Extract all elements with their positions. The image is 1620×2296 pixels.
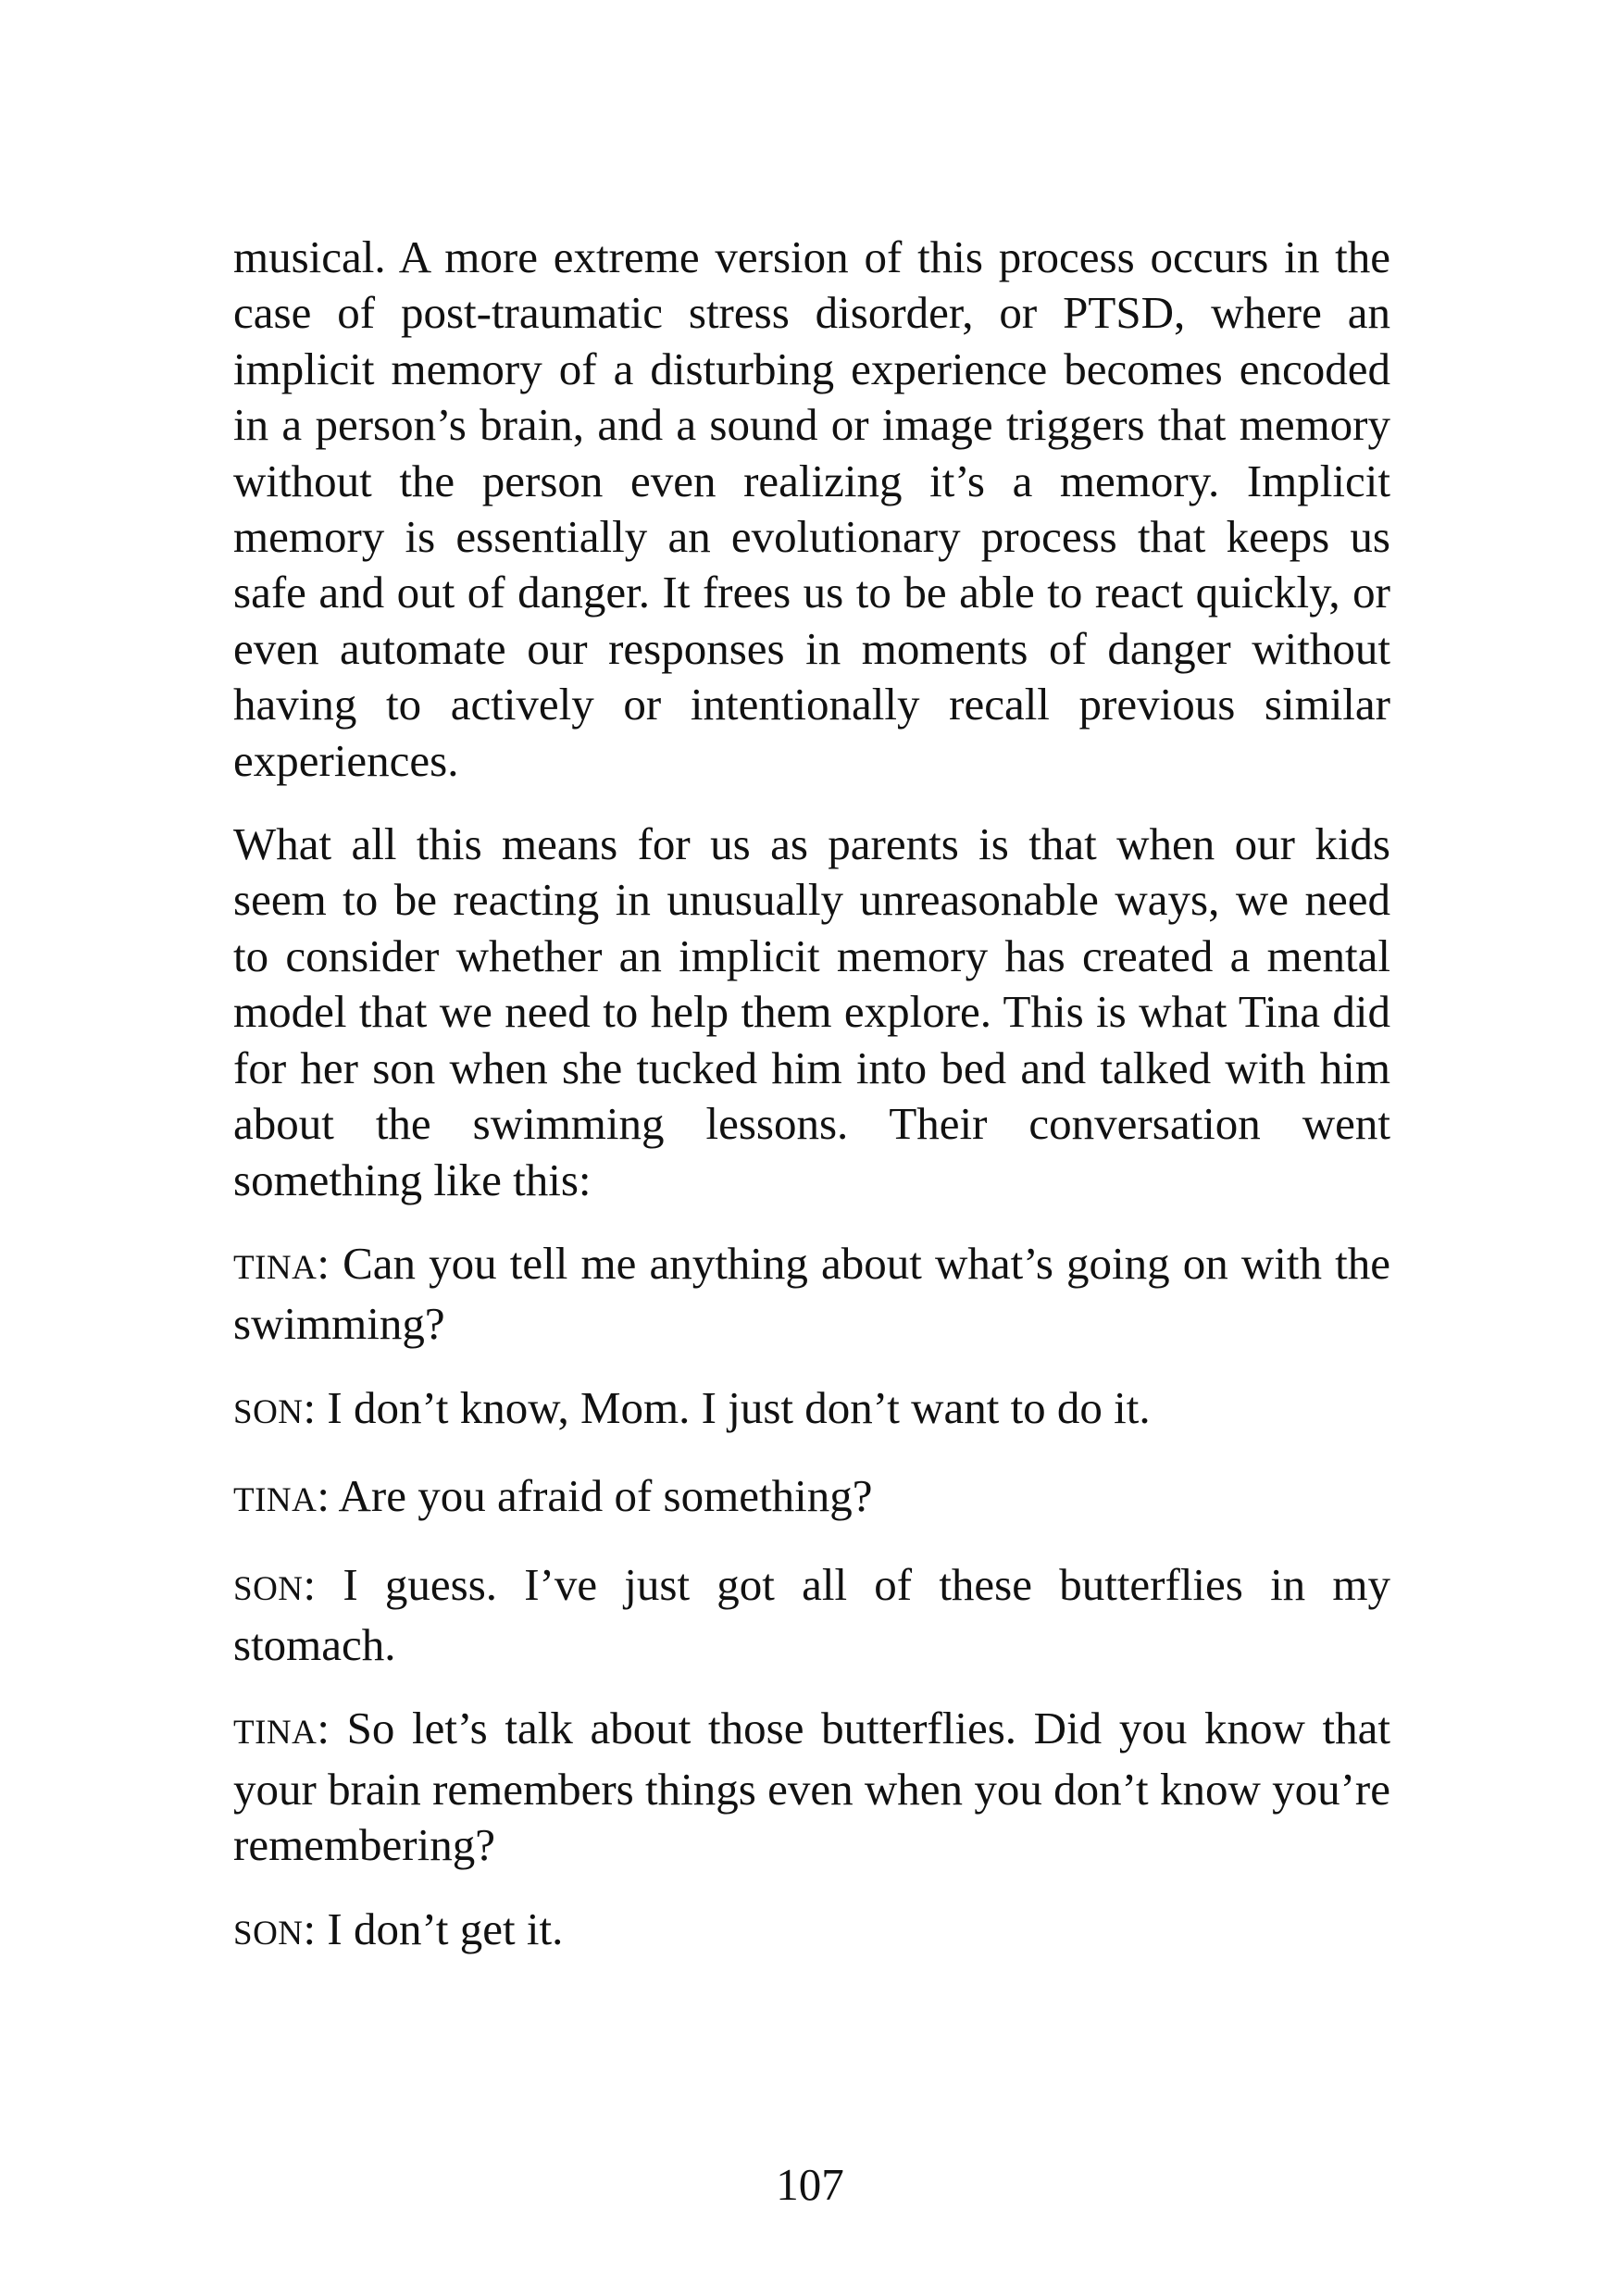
paragraph: What all this means for us as parents is that when our kids seem to be reacting in unusually unreasonable ways, we need to consider whether an implicit memory has created a mental model that we need to help them explore. This is what Tina did for her son when she tucked him into bed and talked with him about the swimming lessons. Their conversation went something like this: xyxy=(233,818,1390,1205)
speaker-name: TINA xyxy=(233,1714,318,1753)
speaker-name: TINA xyxy=(233,1481,318,1520)
dialogue-text: Are you afraid of something? xyxy=(338,1470,873,1522)
dialogue-line: TINA: Are you afraid of something? xyxy=(233,1470,873,1522)
speaker-name: SON xyxy=(233,1569,304,1608)
speaker-name: SON xyxy=(233,1392,304,1431)
speaker-name: SON xyxy=(233,1914,304,1953)
dialogue-text: Can you tell me anything about what’s going on with the swimming? xyxy=(233,1237,1390,1350)
dialogue-text: I don’t get it. xyxy=(327,1903,564,1954)
paragraph: musical. A more extreme version of this process occurs in the case of post-traumatic stress disorder, or PTSD, where an implicit memory of a disturbing experience becomes encoded in a person’s brain, and a sound or image triggers that memory without the person even realizing it’s a memory. Implicit memory is essentially an evolutionary process that keeps us safe and out of danger. It frees us to be able to react quickly, or even automate our responses in moments of danger without having to actively or intentionally recall previous similar experiences. xyxy=(233,231,1390,786)
body-text xyxy=(233,230,1390,1990)
dialogue-line: SON: I guess. I’ve just got all of these butterflies in my stomach. xyxy=(233,1558,1390,1670)
dialogue-text: I don’t know, Mom. I just don’t want to do it. xyxy=(327,1381,1151,1433)
speaker-name: TINA xyxy=(233,1248,318,1287)
dialogue-text: I guess. I’ve just got all of these butterflies in my stomach. xyxy=(233,1558,1390,1670)
dialogue-line: TINA: Can you tell me anything about what’s going on with the swimming? xyxy=(233,1237,1390,1350)
dialogue-line: SON: I don’t know, Mom. I just don’t want to do it. xyxy=(233,1381,1151,1433)
dialogue-line: SON: I don’t get it. xyxy=(233,1903,564,1954)
dialogue-text: So let’s talk about those butterflies. Did you know that your brain remembers things even when you don’t know you’re remembering? xyxy=(233,1703,1390,1871)
dialogue-line: TINA: So let’s talk about those butterflies. Did you know that your brain remembers things even when you don’t know you’re remembering? xyxy=(233,1703,1390,1871)
page-number: 107 xyxy=(776,2159,844,2210)
